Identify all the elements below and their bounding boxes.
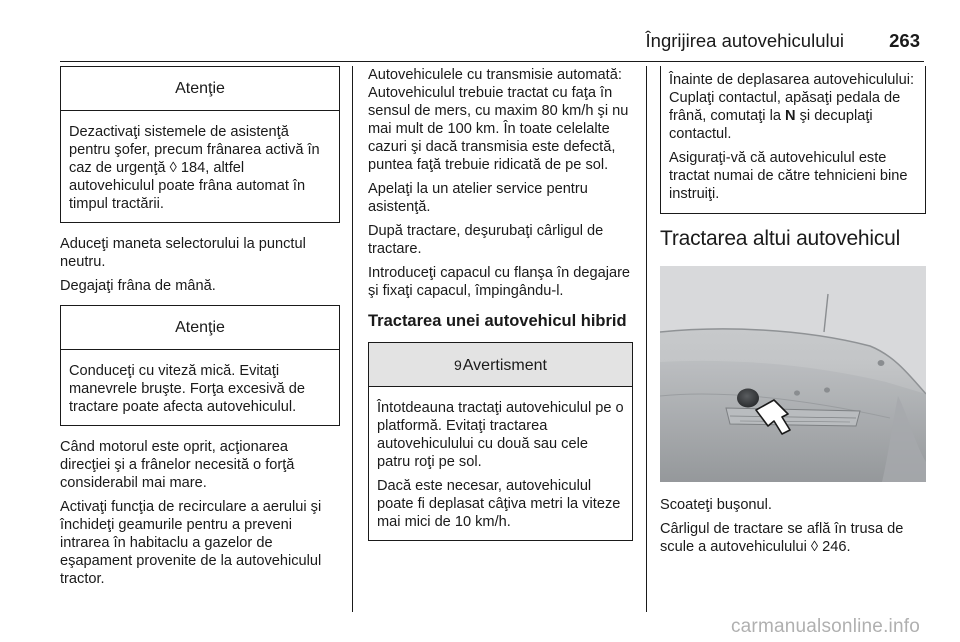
column-divider-2 — [646, 66, 647, 612]
warning-box — [368, 342, 633, 541]
header-title: Îngrijirea autovehiculului — [645, 30, 844, 51]
rear-bumper-illustration — [660, 266, 926, 482]
continued-warning-text-2: Asiguraţi-vă că autovehiculul este tractat numai de către tehnicieni bine instruiţi. — [669, 150, 908, 202]
paragraph: După tractare, deşurubaţi cârligul de tractare. — [368, 223, 604, 257]
caution-heading-2: Atenţie — [61, 306, 339, 350]
col1-paragraphs-a — [60, 235, 340, 295]
bumper-photo — [660, 266, 926, 482]
warning-heading — [369, 343, 632, 387]
column-divider-1 — [352, 66, 353, 612]
warning-body — [369, 387, 632, 540]
caution-heading-1: Atenţie — [61, 67, 339, 111]
caution-box-1 — [60, 66, 340, 223]
paragraph: Scoateţi buşonul. — [660, 497, 772, 513]
col1-paragraphs-b — [60, 438, 340, 588]
warning-text-1: Întotdeauna tractaţi autovehiculul pe o platformă. Evitaţi tractarea autovehiculului cu două sau cele patru roţi pe sol. — [377, 400, 624, 470]
caution-body-2 — [61, 350, 339, 425]
continued-warning-box — [660, 66, 926, 214]
paragraph: Aduceţi maneta selectorului la punctul neutru. — [60, 236, 306, 270]
column-1 — [60, 66, 340, 588]
continued-warning-body — [661, 66, 925, 213]
continued-warning-text-1: Înainte de deplasarea autovehiculului: Cuplaţi contactul, apăsaţi pedala de frână, comutaţi la N şi decuplaţi contactul. — [669, 72, 915, 142]
warning-triangle-icon: 9 — [454, 357, 462, 373]
column-3 — [660, 66, 926, 556]
paragraph: Degajaţi frâna de mână. — [60, 278, 216, 294]
paragraph: Cârligul de tractare se află în trusa de scule a autovehiculului ◊ 246. — [660, 521, 904, 555]
watermark: carmanualsonline.info — [730, 616, 920, 637]
section-heading-towing-another: Tractarea altui autovehicul — [660, 227, 901, 250]
paragraph: Introduceţi capacul cu flanşa în degajare şi fixaţi capacul, împingându-l. — [368, 265, 631, 299]
paragraph: Autovehiculele cu transmisie automată: Autovehiculul trebuie tractat cu faţa în sensul de mers, cu maxim 80 km/h şi nu mai mult de 100 km. În toate celelalte cazuri şi dacă transmisia este defectă, puntea faţă trebuie ridicată de pe sol. — [368, 67, 629, 173]
caution-text-2: Conduceţi cu viteză mică. Evitaţi manevrele bruşte. Forţa excesivă de tractare poate afecta autovehiculul. — [69, 363, 306, 415]
paragraph: Când motorul este oprit, acţionarea direcţiei şi a frânelor necesită o forţă considerabil mai mare. — [60, 439, 295, 491]
subheading-hybrid-towing: Tractarea unei autovehicul hibrid — [368, 312, 627, 330]
page-number: 263 — [889, 30, 920, 51]
warning-text-2: Dacă este necesar, autovehiculul poate fi deplasat câţiva metri la viteze mai mici de 10 km/h. — [377, 478, 621, 530]
caution-text-1: Dezactivaţi sistemele de asistenţă pentru şofer, precum frânarea activă în caz de urgenţă ◊ 184, altfel autovehiculul poate frâna automat în timpul tractării. — [69, 124, 320, 212]
caution-body-1 — [61, 111, 339, 222]
page-header — [60, 18, 924, 62]
warning-heading-text: Avertisment — [462, 357, 547, 374]
paragraph: Activaţi funcţia de recirculare a aerului şi închideţi geamurile pentru a preveni intrarea în habitaclu a gazelor de eşapament provenite de la autovehiculul tractor. — [60, 499, 322, 587]
column-2 — [368, 66, 633, 541]
caution-box-2 — [60, 305, 340, 426]
paragraph: Apelaţi la un atelier service pentru asistenţă. — [368, 181, 588, 215]
